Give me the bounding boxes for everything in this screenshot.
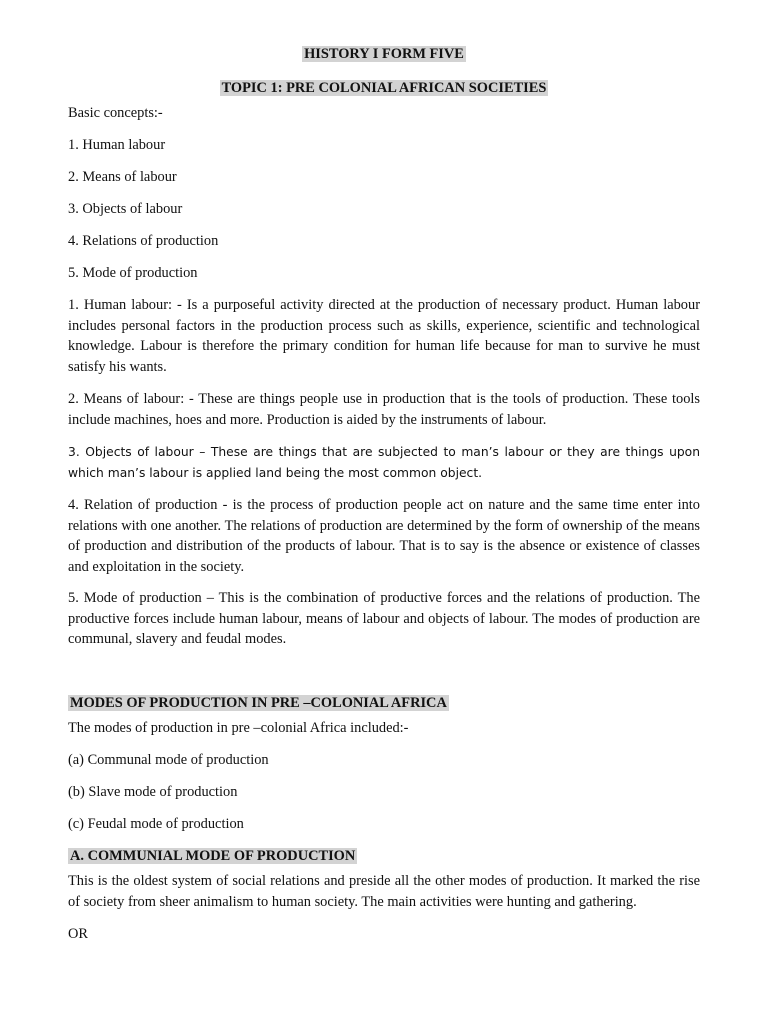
concept-item-4: 4. Relations of production bbox=[68, 233, 219, 249]
concept-item-2: 2. Means of labour bbox=[68, 169, 177, 185]
topic-title-line bbox=[0, 79, 768, 97]
definition-mode-of-production: 5. Mode of production – This is the combination of productive forces and the relations of production. The productive forces include human labour, means of labour and objects of labour. The modes of production are communal, slavery and feudal modes. bbox=[68, 590, 700, 648]
definition-means-of-labour: 2. Means of labour: - These are things people use in production that is the tools of production. These tools include machines, hoes and more. Production is aided by the instruments of labour. bbox=[68, 391, 700, 428]
mode-item-slave: (b) Slave mode of production bbox=[68, 784, 238, 800]
modes-heading: MODES OF PRODUCTION IN PRE –COLONIAL AFRICA bbox=[70, 695, 447, 711]
definition-relation-of-production: 4. Relation of production - is the process of production people act on nature and the same time enter into relations with one another. The relations of production are determined by the form of ownership of the means of production and distribution of the products of labour. That is to say is the absence or existence of classes and exploitation in the society. bbox=[68, 497, 700, 575]
communal-description: This is the oldest system of social relations and preside all the other modes of production. It marked the rise of society from sheer animalism to human society. The main activities were hunting and gathering. bbox=[68, 873, 700, 910]
document-title-line bbox=[0, 45, 768, 63]
communal-heading-line bbox=[68, 847, 357, 865]
communal-heading: A. COMMUNIAL MODE OF PRODUCTION bbox=[70, 848, 356, 864]
modes-heading-line bbox=[68, 694, 449, 712]
concept-item-3: 3. Objects of labour bbox=[68, 201, 183, 217]
or-text: OR bbox=[68, 926, 88, 942]
mode-item-communal: (a) Communal mode of production bbox=[68, 752, 269, 768]
definition-objects-of-labour: 3. Objects of labour – These are things that are subjected to man’s labour or they are things upon which man’s labour is applied land being the most common object. bbox=[68, 445, 700, 480]
mode-item-feudal: (c) Feudal mode of production bbox=[68, 816, 244, 832]
concept-item-5: 5. Mode of production bbox=[68, 265, 198, 281]
definition-human-labour: 1. Human labour: - Is a purposeful activity directed at the production of necessary product. Human labour includes personal factors in the production process such as skills, experience, scientific and technological knowledge. Labour is therefore the primary condition for human life because for man to survive he must satisfy his wants. bbox=[68, 297, 700, 375]
basic-concepts-label: Basic concepts:- bbox=[68, 105, 163, 121]
modes-intro: The modes of production in pre –colonial Africa included:- bbox=[68, 720, 409, 736]
concept-item-1: 1. Human labour bbox=[68, 137, 166, 153]
document-title: HISTORY I FORM FIVE bbox=[304, 46, 464, 62]
topic-title: TOPIC 1: PRE COLONIAL AFRICAN SOCIETIES bbox=[221, 80, 547, 96]
